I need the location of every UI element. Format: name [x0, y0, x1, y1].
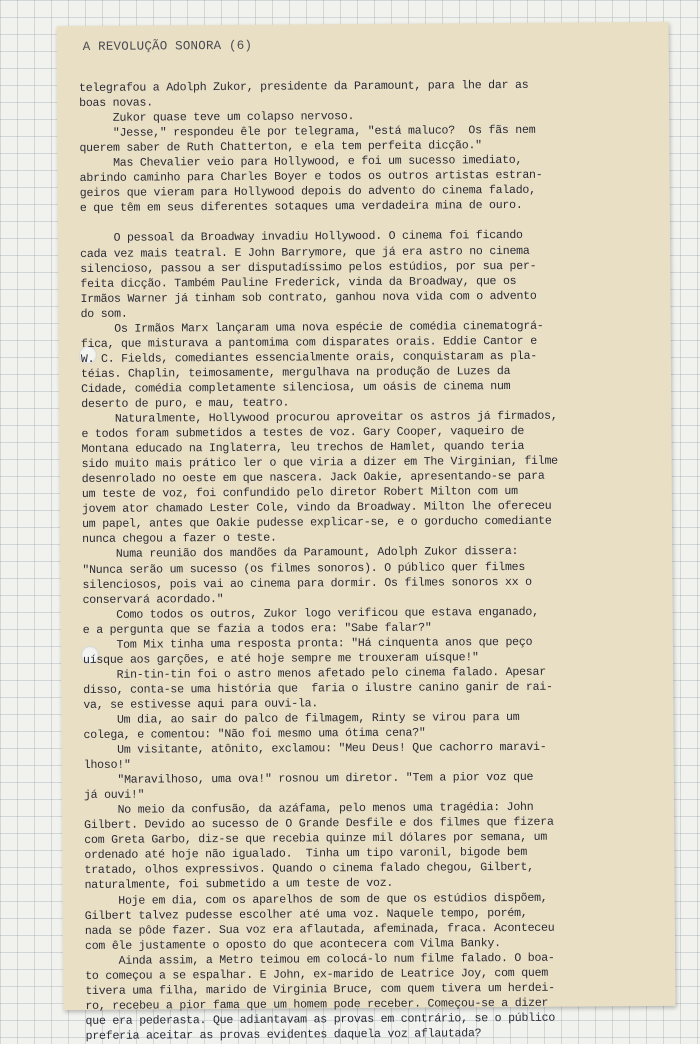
text-line: com Greta Garbo, diz-se que recebia quinze mil dólares por semana, um [84, 831, 548, 848]
text-line: Tom Mix tinha uma resposta pronta: "Há cinquenta anos que peço [82, 635, 533, 652]
text-line: um papel, antes que Oakie pudesse explicar-se, e o gorducho comediante [82, 515, 552, 532]
text-line: O pessoal da Broadway invadiu Hollywood. O cinema foi ficando [80, 229, 523, 246]
text-line: do som. [80, 307, 128, 321]
text-line: nunca chegou a fazer o teste. [82, 532, 277, 547]
text-line: Numa reunião dos mandões da Paramount, Adolph Zukor dissera: [82, 545, 519, 562]
text-line: Mas Chevalier veio para Hollywood, e foi um sucesso imediato, [79, 154, 523, 171]
text-line: disso, conta-se uma história que faria o ilustre canino ganir de rai- [83, 680, 553, 697]
text-line: Irmãos Warner já tinham sob contrato, ganhou nova vida com o advento [80, 289, 537, 306]
text-line: abrindo caminho para Charles Boyer e todos os outros artistas estran- [79, 169, 543, 186]
text-line: nada se pôde fazer. Sua voz era aflautada, afeminada, fraca. Aconteceu [84, 921, 555, 938]
text-line: W. C. Fields, comediantes essencialmente orais, conquistaram as pla- [80, 349, 538, 366]
text-line: ordenado até hoje não igualado. Tinha um tipo varonil, bigode bem [84, 846, 528, 863]
text-line: ro, recebeu a pior fama que um homem pode receber. Começou-se a dizer [85, 996, 549, 1013]
text-line: Ainda assim, a Metro teimou em colocá-lo num filme falado. O boa- [85, 951, 555, 968]
text-line: um teste de voz, foi confundido pelo diretor Robert Milton com um [81, 485, 518, 502]
text-line: querem saber de Ruth Chatterton, e ela tem perfeita dicção." [79, 139, 482, 156]
text-line: Os Irmãos Marx lançaram uma nova espécie de comédia cinematográ- [80, 319, 544, 336]
text-line: Um visitante, atônito, exclamou: "Meu Deus! Que cachorro maravi- [83, 740, 547, 758]
text-line: Hoje em dia, com os aparelhos de som de que os estúdios dispõem, [84, 891, 548, 908]
text-line: to começou a se espalhar. E John, ex-marido de Leatrice Joy, com quem [85, 966, 549, 983]
text-line: Gilbert. Devido ao sucesso de O Grande Desfile e dos filmes que fizera [84, 815, 554, 833]
text-line: naturalmente, foi submetido a um teste de voz. [84, 877, 394, 893]
text-line: fica, que misturava a pantomima com disparates orais. Eddie Cantor e [80, 334, 537, 351]
text-line: silencioso, passou a ser disputadíssimo pelos estúdios, por sua per- [80, 259, 537, 276]
text-line: preferia aceitar as provas evidentes daquela voz aflautada? [85, 1027, 482, 1043]
text-line: Montana educado na Inglaterra, leu trechos de Hamlet, quando teria [81, 440, 525, 457]
text-line: No meio da confusão, da azáfama, pelo menos uma tragédia: John [84, 801, 534, 818]
text-line: Gilbert talvez pudesse escolher até uma voz. Naquele tempo, porém, [84, 906, 528, 923]
text-line: Cidade, comédia completamente silenciosa, um oásis de cinema num [81, 379, 511, 396]
text-line: deserto de puro, e mau, teatro. [81, 396, 290, 411]
text-line: Zukor quase teve um colapso nervoso. [79, 110, 355, 126]
text-line: geiros que vieram para Hollywood depois do advento do cinema falado, [79, 184, 536, 201]
text-line: "Nunca serão um sucesso (os filmes sonoros). O público quer filmes [82, 560, 526, 577]
text-line: colega, e comentou: "Não foi mesmo uma ótima cena?" [83, 726, 426, 742]
text-line: boas novas. [79, 96, 153, 111]
text-line: "Jesse," respondeu êle por telegrama, "está maluco? Os fãs nem [79, 123, 536, 141]
text-line: que era pederasta. Que adiantavam as provas em contrário, se o público [85, 1011, 556, 1028]
text-line: téias. Chaplin, teimosamente, mergulhava na produção de Luzes da [80, 364, 511, 381]
text-line: sido muito mais prático ler o que viria a dizer em The Virginian, filme [81, 454, 558, 472]
text-line: silenciosos, pois vai ao cinema para dormir. Os filmes sonoros xx o [82, 575, 532, 592]
text-line: e todos foram submetidos a testes de voz. Gary Cooper, vaqueiro de [81, 424, 525, 442]
text-line: Como todos os outros, Zukor logo verificou que estava enganado, [82, 605, 539, 622]
text-line: Um dia, ao sair do palco de filmagem, Rinty se virou para um [83, 710, 520, 727]
text-line: e a pergunta que se fazia a todos era: "Sabe falar?" [82, 621, 432, 637]
text-line: já ouvi!" [83, 788, 145, 803]
text-line: tratado, olhos expressivos. Quando o cinema falado chegou, Gilbert, [84, 861, 534, 878]
text-line: va, se estivesse aqui para ouvi-la. [83, 697, 319, 712]
page-header: A REVOLUÇÃO SONORA (6) [82, 38, 253, 54]
text-line: Naturalmente, Hollywood procurou aproveitar os astros já firmados, [81, 409, 558, 427]
text-line: desenrolado no oeste em que nascera. Jack Oakie, apresentando-se para [81, 469, 545, 487]
text-line: lhoso!" [83, 758, 131, 773]
text-line: com êle justamente o oposto do que acontecera com Vilma Banky. [84, 936, 501, 953]
text-line: feita dicção. Também Pauline Frederick, vinda da Broadway, que os [80, 274, 517, 291]
text-line: telegrafou a Adolph Zukor, presidente da Paramount, para lhe dar as [78, 78, 529, 95]
page-body [79, 77, 671, 1044]
text-line: "Maravilhoso, uma ova!" rosnou um diretor. "Tem a pior voz que [83, 770, 534, 788]
text-line: conservará acordado." [82, 592, 224, 607]
text-line: e que têm em seus diferentes sotaques uma verdadeira mina de ouro. [79, 199, 523, 216]
text-line: cada vez mais teatral. E John Barrymore, que já era astro no cinema [80, 244, 530, 261]
text-line: jovem ator chamado Lester Cole, vindo da Broadway. Milton lhe ofereceu [81, 500, 552, 517]
text-line: tivera uma filha, marido de Virginia Bruce, com quem tivera um herdei- [85, 981, 555, 998]
typewritten-page [57, 22, 676, 1043]
text-line: uísque aos garções, e até hoje sempre me trouxeram uísque!" [82, 650, 479, 667]
text-line: Rin-tin-tin foi o astro menos afetado pelo cinema falado. Apesar [83, 665, 546, 682]
